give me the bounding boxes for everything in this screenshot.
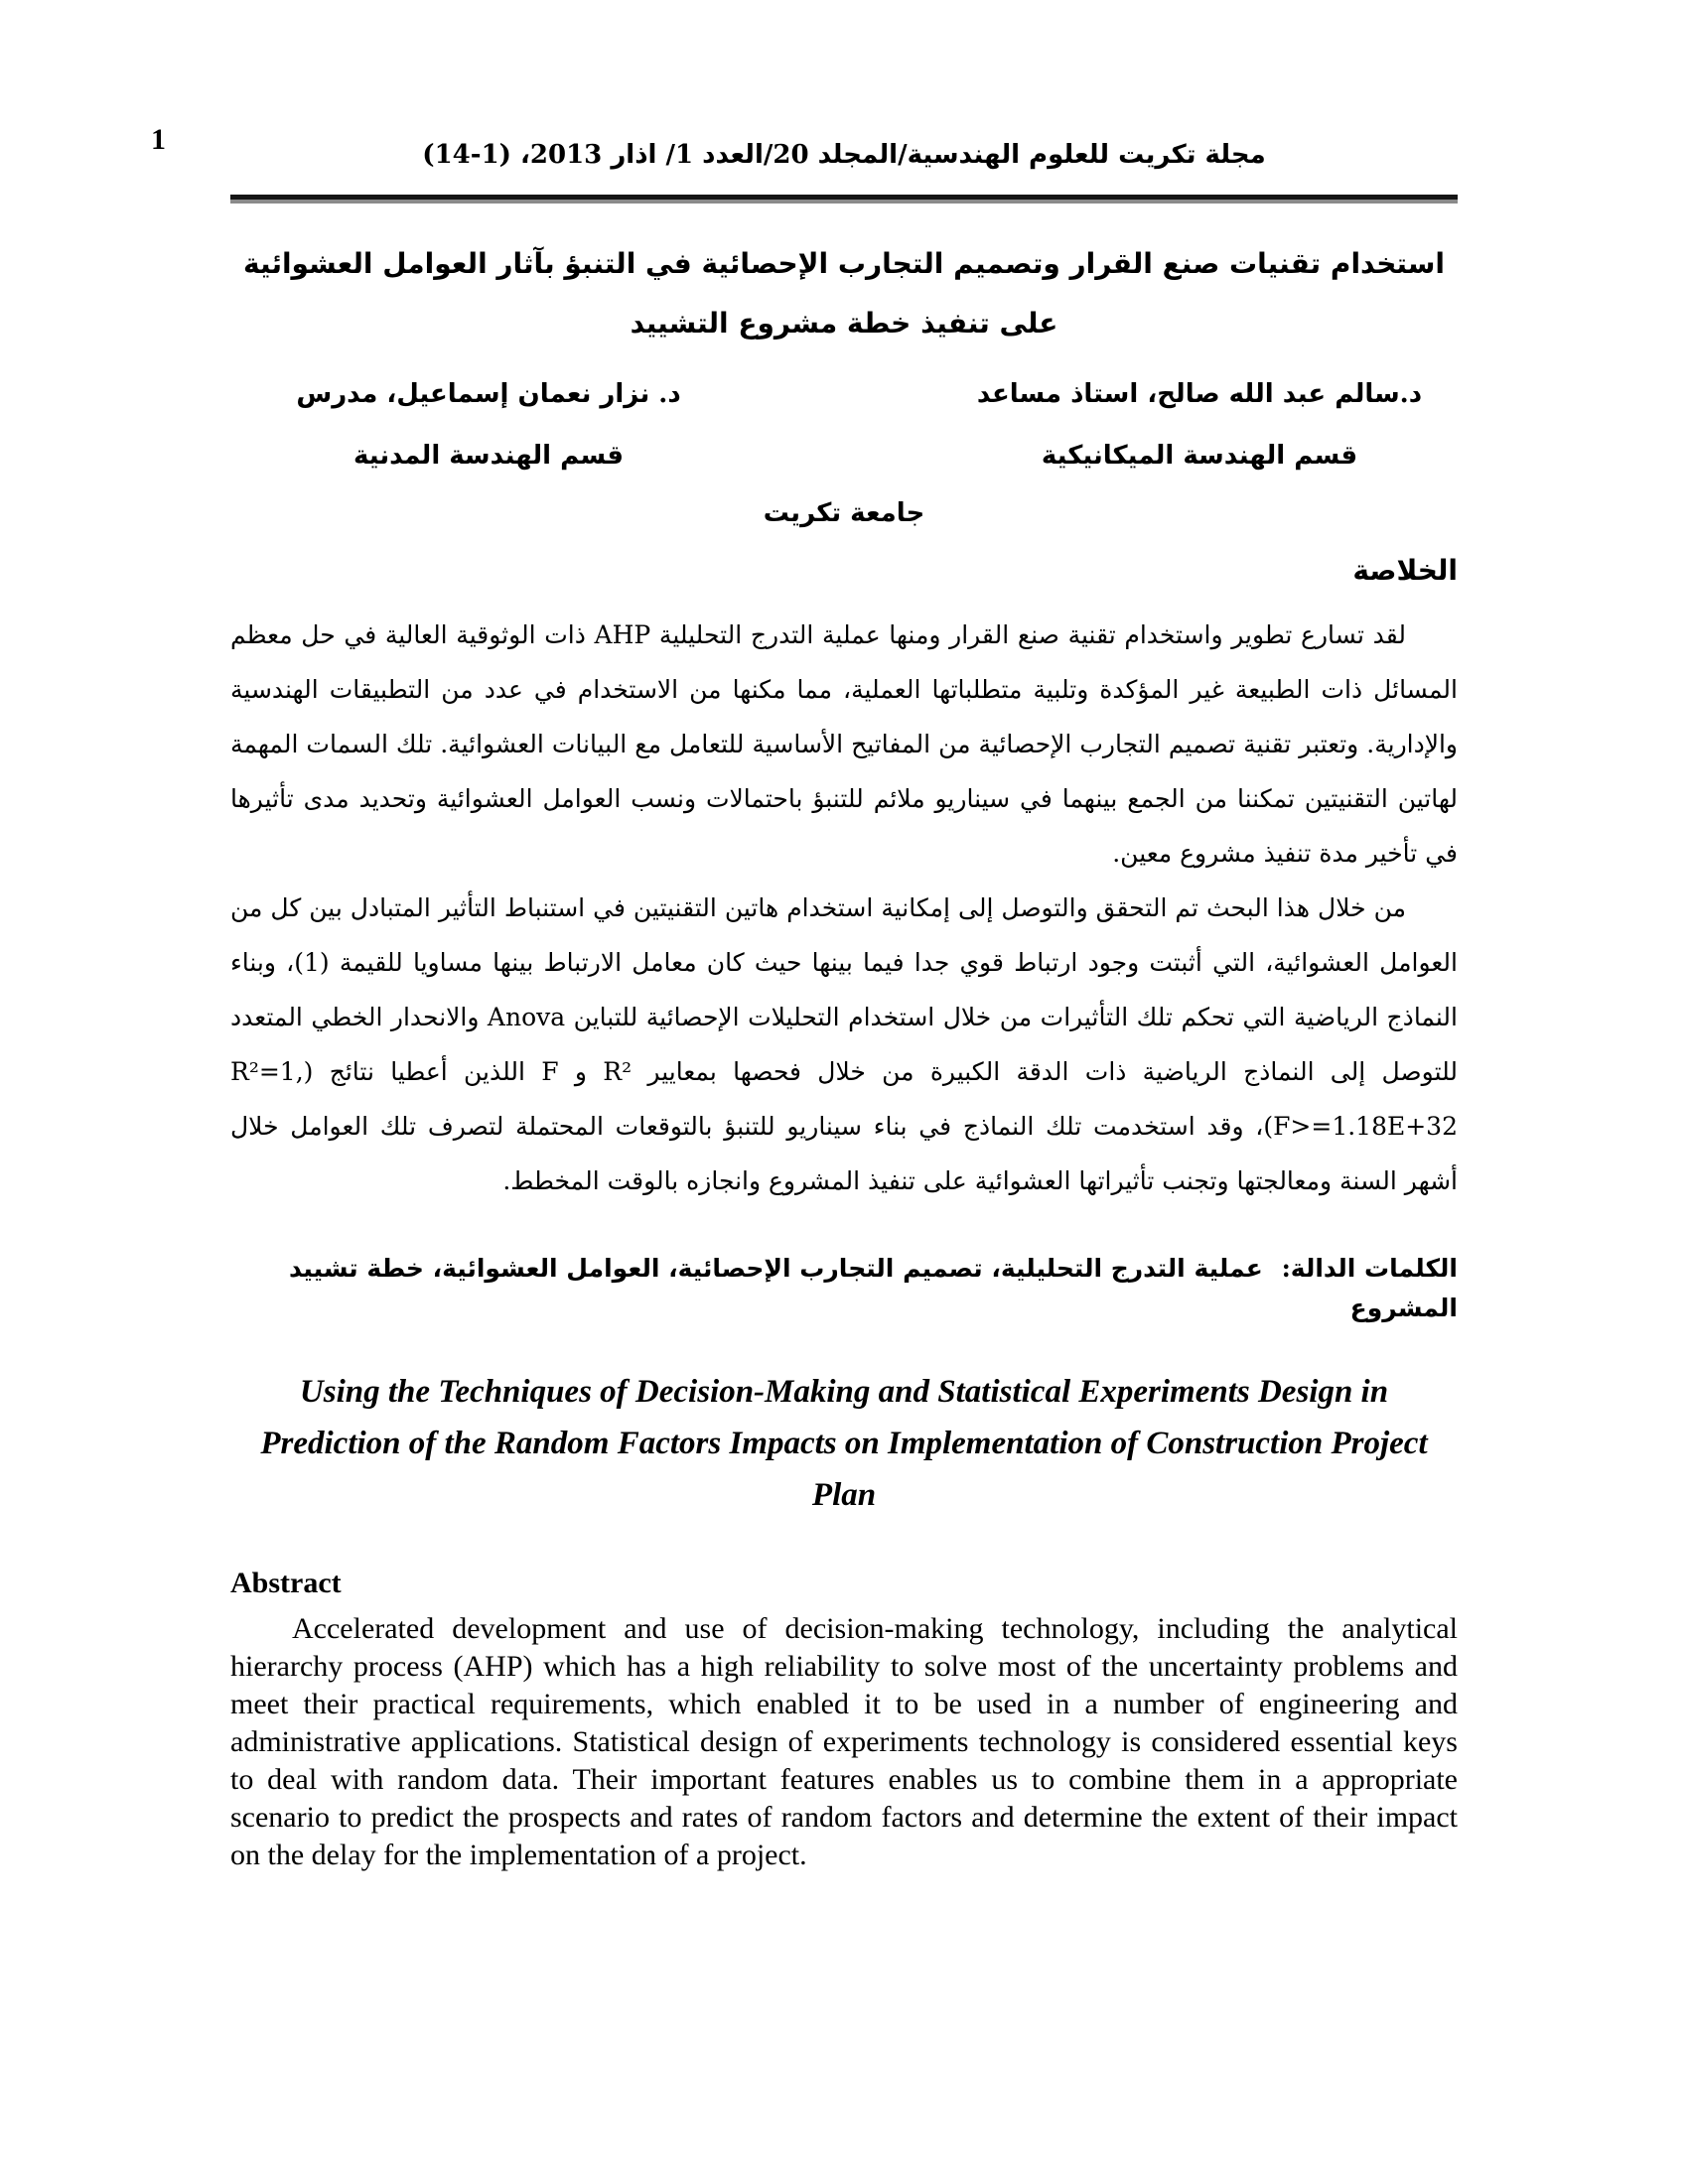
author-right-name: د.سالم عبد الله صالح، استاذ مساعد [976, 379, 1423, 409]
keywords-text: عملية التدرج التحليلية، تصميم التجارب الإحصائية، العوامل العشوائية، خطة تشييد المشروع [288, 1254, 1458, 1322]
english-abstract-paragraph: Accelerated development and use of decision-making technology, including the analytical hierarchy process (AHP) which has a high reliability to solve most of the uncertainty problems and meet their practical requirements, which enabled it to be used in a number of engineering and administrative applications. Statistical design of experiments technology is considered essential keys to deal with random data. Their important features enables us to combine them in a appropriate scenario to predict the prospects and rates of random factors and determine the extent of their impact on the delay for the implementation of a project. [230, 1612, 1458, 1871]
author-left-department: قسم الهندسة المدنية [352, 441, 625, 471]
arabic-title: استخدام تقنيات صنع القرار وتصميم التجارب الإحصائية في التنبؤ بآثار العوامل العشوائية على تنفيذ خطة مشروع التشييد [243, 247, 1445, 340]
arabic-abstract-paragraph-1: لقد تسارع تطوير واستخدام تقنية صنع القرار ومنها عملية التدرج التحليلية AHP ذات الوثوقية العالية في حل معظم المسائل ذات الطبيعة غير المؤكدة وتلبية متطلباتها العملية، مما مكنها من الاستخدام في عدد من التطبيقات الهندسية والإدارية. وتعتبر تقنية تصميم التجارب الإحصائية من المفاتيح الأساسية للتعامل مع البيانات العشوائية. تلك السمات المهمة لهاتين التقنيتين تمكننا من الجمع بينهما في سيناريو ملائم للتنبؤ باحتمالات ونسب العوامل العشوائية وتحديد مدى تأثيرها في تأخير مدة تنفيذ مشروع معين. [230, 620, 1458, 868]
keywords-line [230, 1249, 1458, 1328]
document-page [230, 0, 1458, 2184]
author-right-department: قسم الهندسة الميكانيكية [1041, 441, 1358, 471]
english-abstract-heading: Abstract [230, 1567, 342, 1599]
journal-header-line: مجلة تكريت للعلوم الهندسية/المجلد 20/العدد 1/ اذار 2013، (1-14) [422, 140, 1266, 170]
arabic-abstract-heading: الخلاصة [1352, 554, 1458, 587]
author-left-name: د. نزار نعمان إسماعيل، مدرس [296, 379, 681, 409]
arabic-abstract-paragraph-2: من خلال هذا البحث تم التحقق والتوصل إلى إمكانية استخدام هاتين التقنيتين في استنباط التأثير المتبادل بين كل من العوامل العشوائية، التي أثبتت وجود ارتباط قوي جدا فيما بينها حيث كان معامل الارتباط بينها مساويا للقيمة (1)، وبناء النماذج الرياضية التي تحكم تلك التأثيرات من خلال استخدام التحليلات الإحصائية للتباين Anova والانحدار الخطي المتعدد للتوصل إلى النماذج الرياضية ذات الدقة الكبيرة من خلال فحصها بمعايير R² و F اللذين أعطيا نتائج (R²=1, F>=1.18E+32)، وقد استخدمت تلك النماذج في بناء سيناريو للتنبؤ بالتوقعات المحتملة لتصرف تلك العوامل خلال أشهر السنة ومعالجتها وتجنب تأثيراتها العشوائية على تنفيذ المشروع وانجازه بالوقت المخطط. [230, 893, 1459, 1195]
page-number: 1 [151, 123, 166, 156]
header-rule [230, 195, 1458, 204]
author-left-column [230, 377, 747, 473]
english-title: Using the Techniques of Decision-Making and Statistical Experiments Design in Prediction of the Random Factors Impacts on Implementation of Construction Project Plan [260, 1374, 1428, 1513]
university-name: جامعة تكريت [763, 498, 925, 528]
keywords-label: الكلمات الدالة: [1281, 1254, 1458, 1283]
author-right-column [941, 377, 1458, 473]
arabic-abstract [230, 608, 1458, 1208]
authors-row [230, 377, 1458, 473]
